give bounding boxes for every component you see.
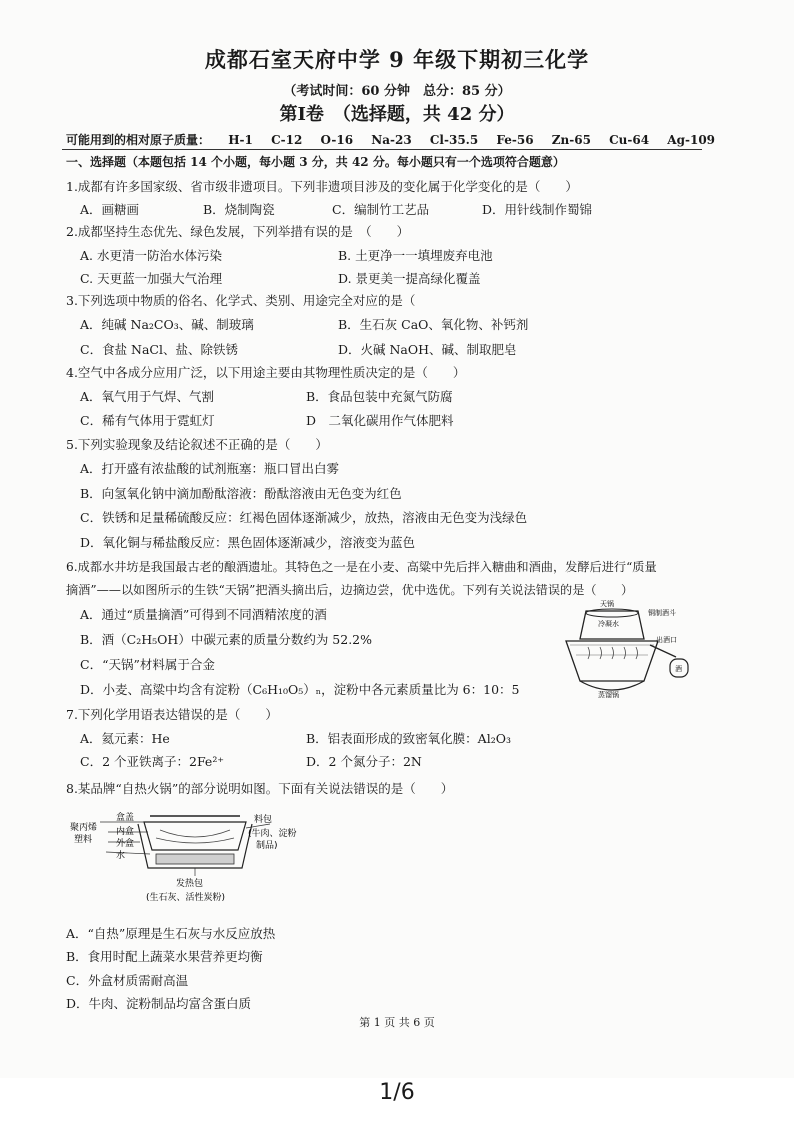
page-footer: 第 1 页 共 6 页 [359,1016,435,1029]
page-indicator: 1/6 [379,1080,415,1105]
still-label-copper-funnel: 铜制酒斗 [648,609,676,617]
question-6-option-c: C．“天锅”材料属于合金 [80,657,215,672]
question-4-option-d: D 二氧化碳用作气体肥料 [306,413,454,428]
question-3-option-b: B．生石灰 CaO、氧化物、补钙剂 [338,317,529,332]
question-7-option-c: C．2 个亚铁离子：2Fe²⁺ [80,754,224,769]
question-6-option-b: B．酒（C₂H₅OH）中碳元素的质量分数约为 52.2% [80,632,373,647]
question-7-option-d: D．2 个氮分子：2N [306,754,422,769]
hotpot-label-heating-pack-contents: (生石灰、活性炭粉) [146,893,226,903]
hotpot-label-polypropylene: 聚丙烯 [70,823,98,833]
hotpot-label-inner-box: 内盒 [116,827,135,837]
question-8-option-b: B．食用时配上蔬菜水果营养更均衡 [66,949,263,964]
hotpot-label-lid: 盒盖 [116,813,135,823]
hotpot-label-seasoning-products: 制品) [256,841,278,851]
question-2-stem: 2.成都坚持生态优先、绿色发展，下列举措有误的是 （ ） [66,224,410,239]
hotpot-label-outer-box: 外盒 [116,839,135,849]
still-label-wine: 酒 [675,665,682,673]
question-5-option-a: A．打开盛有浓盐酸的试剂瓶塞：瓶口冒出白雾 [80,461,340,476]
section-heading: 一、选择题（本题包括 14 个小题，每小题 3 分，共 42 分。每小题只有一个选项符合题意） [66,155,565,169]
question-1-option-b: B．烧制陶瓷 [203,202,275,217]
question-4-option-c: C．稀有气体用于霓虹灯 [80,413,215,428]
atomic-mass-item: C-12 [271,133,303,147]
question-7-stem: 7.下列化学用语表达错误的是（ ） [66,707,278,722]
question-8-stem: 8.某品牌“自热火锅”的部分说明如图。下面有关说法错误的是（ ） [66,781,454,796]
hotpot-label-seasoning-contents: (牛肉、淀粉 [248,829,297,839]
question-3-option-c: C．食盐 NaCl、盐、除铁锈 [80,342,238,357]
question-7-option-a: A．氦元素：He [80,731,170,746]
question-5-option-c: C．铁锈和足量稀硫酸反应：红褐色固体逐渐减少，放热，溶液由无色变为浅绿色 [80,510,528,525]
question-6-stem-continued: 摘酒”——以如图所示的生铁“天锅”把酒头摘出后，边摘边尝，优中选优。下列有关说法错误的是（ ） [66,583,634,597]
question-5-option-d: D．氧化铜与稀盐酸反应：黑色固体逐渐减少，溶液变为蓝色 [80,535,416,550]
atomic-masses [66,131,729,148]
atomic-masses-label: 可能用到的相对原子质量： [66,133,211,147]
question-2-option-d: D. 景更美一提高绿化覆盖 [338,271,481,286]
still-label-outlet: 出酒口 [656,636,677,644]
question-3-option-a: A．纯碱 Na₂CO₃、碱、制玻璃 [80,317,254,332]
atomic-mass-item: Cu-64 [609,133,650,147]
atomic-mass-item: Cl-35.5 [429,133,479,147]
atomic-mass-item: O-16 [320,133,354,147]
question-1-option-c: C．编制竹工艺品 [332,202,430,217]
exam-info: （考试时间：60 分钟 总分：85 分） [283,84,511,99]
hotpot-label-heating-pack: 发热包 [176,879,204,889]
question-4-stem: 4.空气中各成分应用广泛，以下用途主要由其物理性质决定的是（ ） [66,365,466,380]
still-label-still-pot: 蒸馏锅 [598,691,619,699]
question-4-option-b: B．食品包装中充氮气防腐 [306,389,453,404]
question-5-option-b: B．向氢氧化钠中滴加酚酞溶液：酚酞溶液由无色变为红色 [80,486,402,501]
question-8-option-a: A．“自热”原理是生石灰与水反应放热 [66,926,276,941]
distillation-still-figure [552,595,702,707]
atomic-mass-item: Ag-109 [667,133,716,147]
atomic-mass-item: Na-23 [371,133,412,147]
still-label-tianguo: 天锅 [600,600,614,608]
hotpot-label-seasoning: 料包 [254,815,273,825]
question-6-stem: 6.成都水井坊是我国最古老的酿酒遗址。其特色之一是在小麦、高粱中先后拌入糖曲和酒曲，发酵后进行“质量 [66,560,657,574]
question-1-option-a: A．画糖画 [80,202,140,217]
volume-heading: 第Ⅰ卷 （选择题，共 42 分） [279,104,515,125]
question-3-stem: 3.下列选项中物质的俗名、化学式、类别、用途完全对应的是（ [66,293,416,308]
question-5-stem: 5.下列实验现象及结论叙述不正确的是（ ） [66,437,328,452]
question-4-option-a: A．氧气用于气焊、气割 [80,389,215,404]
question-2-option-c: C. 天更蓝一加强大气治理 [80,271,223,286]
question-7-option-b: B．铝表面形成的致密氧化膜：Al₂O₃ [306,731,511,746]
question-6-option-d: D．小麦、高粱中均含有淀粉（C₆H₁₀O₅）ₙ，淀粉中各元素质量比为 6：10：5 [80,682,520,697]
self-heating-hotpot-figure [70,810,310,908]
question-3-option-d: D．火碱 NaOH、碱、制取肥皂 [338,342,517,357]
atomic-mass-item: Zn-65 [551,133,591,147]
question-1-stem: 1.成都有许多国家级、省市级非遗项目。下列非遗项目涉及的变化属于化学变化的是（ ） [66,179,578,194]
hotpot-label-plastic: 塑料 [74,835,93,845]
question-2-option-a: A. 水更清一防治水体污染 [80,248,222,263]
divider-line [62,149,702,150]
atomic-mass-item: Fe-56 [496,133,534,147]
atomic-mass-item: H-1 [228,133,253,147]
question-2-option-b: B. 土更净一一填埋废弃电池 [338,248,493,263]
question-8-option-d: D．牛肉、淀粉制品均富含蛋白质 [66,996,252,1011]
question-8-option-c: C．外盒材质需耐高温 [66,973,189,988]
hotpot-label-water: 水 [116,851,126,861]
question-6-option-a: A．通过“质量摘酒”可得到不同酒精浓度的酒 [80,607,327,622]
question-1-option-d: D．用针线制作蜀锦 [482,202,593,217]
exam-title: 成都石室天府中学 9 年级下期初三化学 [204,47,590,72]
still-label-cooling-water: 冷凝水 [598,620,619,628]
